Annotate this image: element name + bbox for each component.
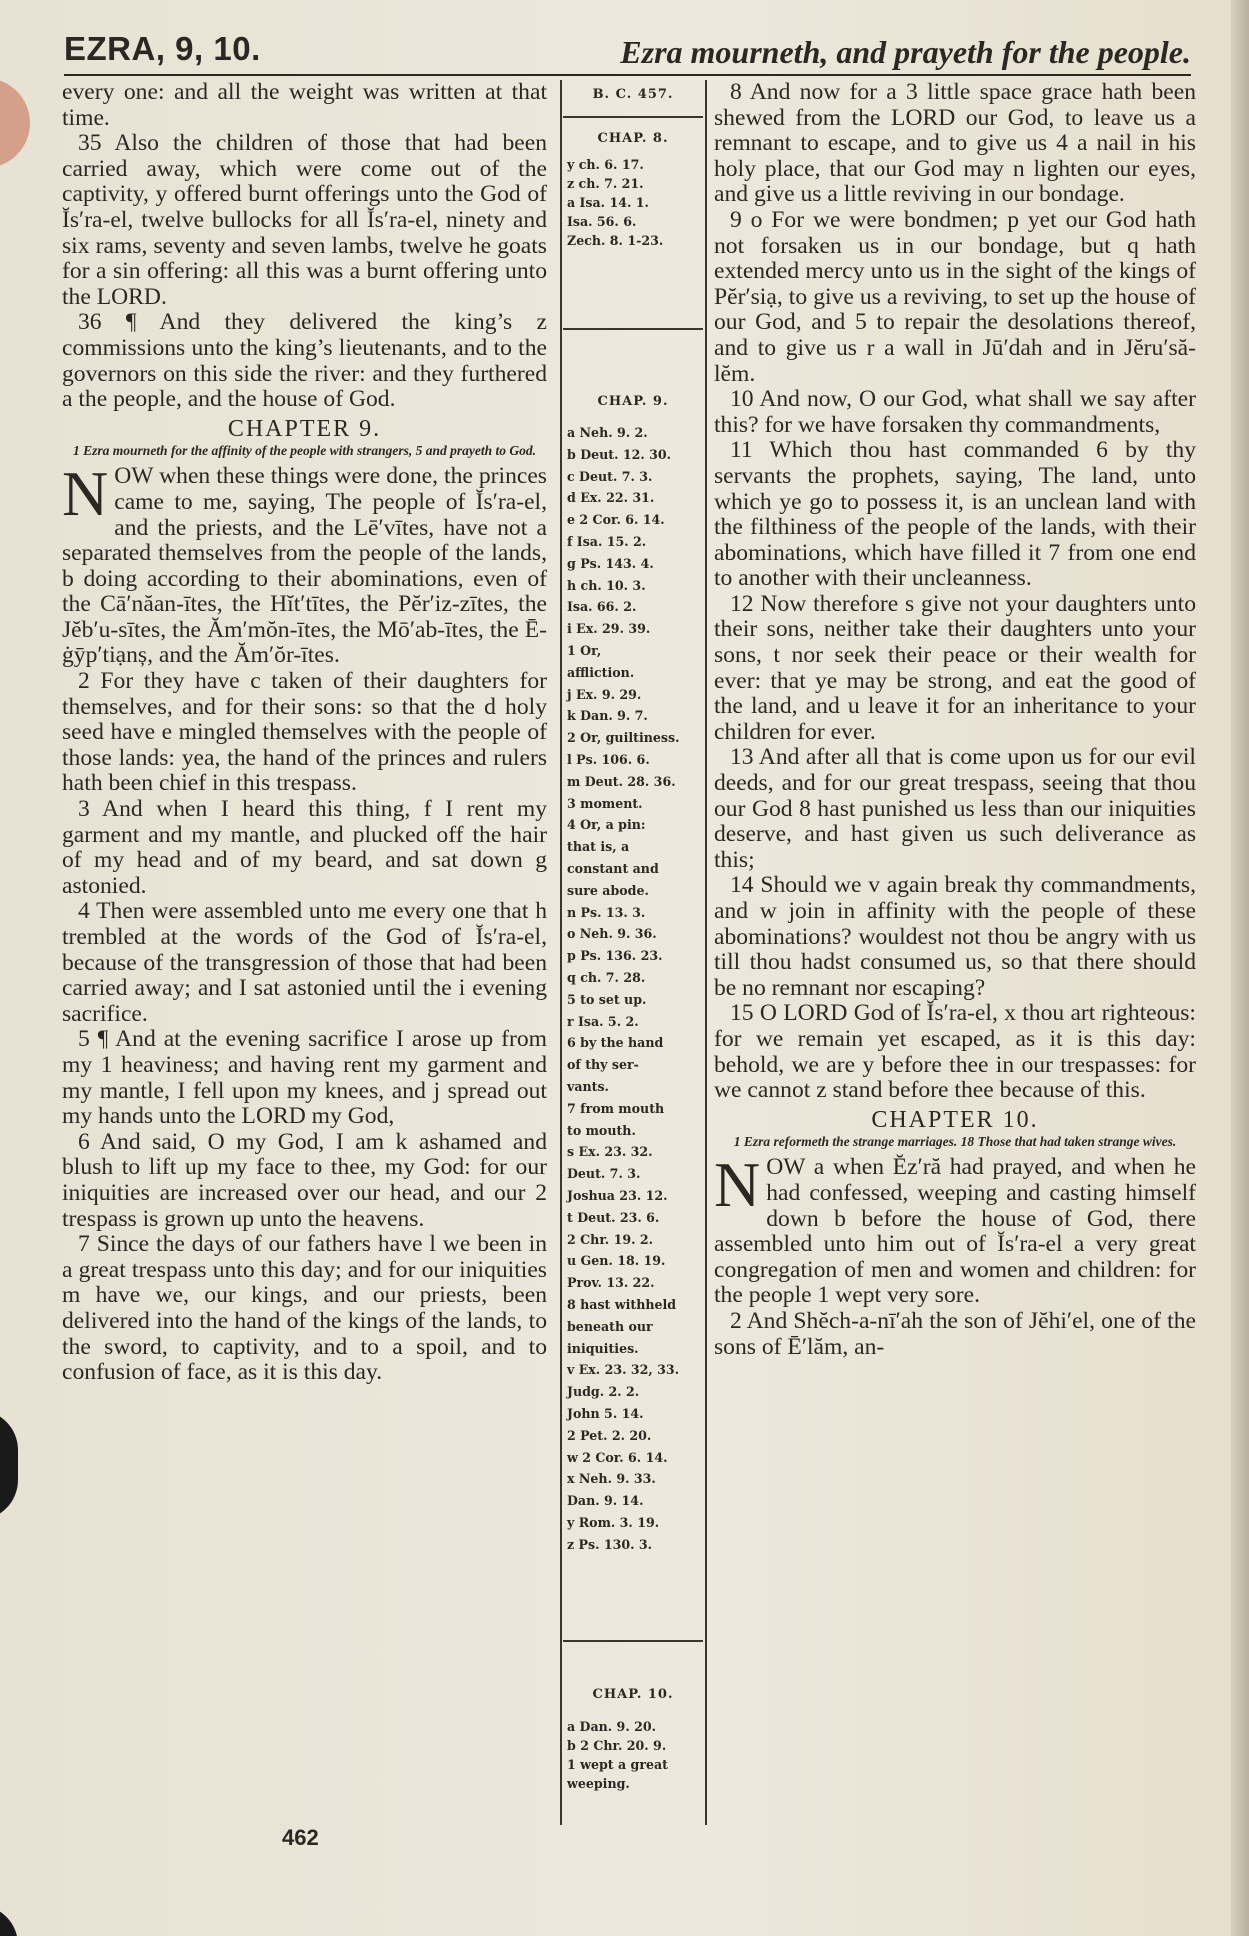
cross-reference: e 2 Cor. 6. 14. [567, 512, 665, 528]
cross-reference: v Ex. 23. 32, 33. [567, 1362, 680, 1378]
cross-reference: 3 moment. [567, 795, 643, 811]
cross-reference: 5 to set up. [567, 991, 647, 1007]
header-reference: EZRA, 9, 10. [64, 30, 261, 67]
cross-reference: a Isa. 14. 1. [567, 195, 649, 210]
cross-reference: Isa. 66. 2. [567, 599, 637, 615]
drop-cap: N [714, 1149, 761, 1221]
margin-chapter-heading: CHAP. 10. [592, 1687, 674, 1702]
verse: 2 For they have c taken of their daughters for themselves, and for their sons: so that the d holy seed have e mingled themselves with the people of those lands: yea, the hand of the princes and rulers hath been chief in this trespass. [62, 668, 547, 797]
cross-reference: r Isa. 5. 2. [567, 1013, 639, 1029]
verse: 7 Since the days of our fathers have l we been in a great trespass unto this day; and for our iniquities m have we, our kings, and our priests, been delivered into the hand of the kings of the lands, to the sword, to captivity, and to a spoil, and to confusion of face, as it is this day. [62, 1231, 547, 1386]
verse-text: OW when these things were done, the princes came to me, saying, The people of Ĭs′ra-el, and the priests, and the Lē′vītes, have not a separated themselves from the people of the lands, b doing according to their abominations, even of the Cā′năan-ītes, the Hĭt′tītes, the Pĕr′iz-zītes, the Jĕb′u-sītes, the Ăm′mŏn-ītes, the Mō′ab-ītes, the Ē-ġȳp′tiạnș, and the Ăm′ŏr-ītes. [62, 463, 547, 669]
cross-reference: x Neh. 9. 33. [567, 1471, 656, 1487]
cross-reference: that is, a [567, 839, 630, 855]
cross-reference: 1 wept a great [567, 1757, 668, 1772]
margin-rule [563, 1640, 703, 1642]
verse: 12 Now therefore s give not your daughters unto their sons, neither take their daughters unto your sons, t nor seek their peace or their wealth for ever: that ye may be strong, and eat the good of the land, and u leave it for an inheritance to your children for ever. [714, 590, 1196, 745]
cross-reference: Dan. 9. 14. [567, 1493, 644, 1509]
cross-reference: John 5. 14. [567, 1406, 644, 1421]
cross-reference: affliction. [567, 664, 635, 680]
date-note: B. C. 457. [592, 87, 674, 102]
margin-rule [563, 116, 703, 118]
verse: 8 And now for a 3 little space grace hath been shewed from the LORD our God, to leave us a remnant to escape, and to give us 4 a nail in his holy place, that our God may n lighten our eyes, and give us a little reviving in our bondage. [714, 79, 1196, 208]
cross-reference: j Ex. 9. 29. [567, 686, 642, 702]
thumb-shadow [0, 1905, 18, 1936]
cross-reference: 4 Or, a pin: [567, 817, 646, 833]
page-edge [1231, 0, 1249, 1936]
cross-reference: y ch. 6. 17. [567, 157, 644, 172]
cross-reference: d Ex. 22. 31. [567, 490, 655, 506]
cross-reference: sure abode. [567, 882, 649, 898]
cross-reference: 1 Or, [567, 643, 602, 658]
verse: 35 Also the children of those that had been carried away, which were come out of the captivity, y offered burnt offerings unto the God of Ĭs′ra-el, twelve bullocks for all Ĭs′ra-el, ninety and six rams, seventy and seven lambs, twelve he goats for a sin offering: all this was a burnt offering unto the LORD. [62, 130, 547, 310]
chapter-summary: 1 Ezra reformeth the strange marriages. 18 Those that had taken strange wives. [733, 1134, 1177, 1150]
cross-reference: 7 from mouth [567, 1100, 665, 1116]
chapter-heading: CHAPTER 9. [227, 415, 382, 442]
right-text-column [714, 80, 1196, 1360]
cross-reference: f Isa. 15. 2. [567, 534, 647, 549]
cross-reference: of thy ser- [567, 1057, 639, 1073]
cross-reference: u Gen. 18. 19. [567, 1253, 666, 1269]
verse: 5 ¶ And at the evening sacrifice I arose up from my 1 heaviness; and having rent my garment and my mantle, I fell upon my knees, and j spread out my hands unto the LORD my God, [62, 1026, 547, 1130]
cross-reference: h ch. 10. 3. [567, 577, 646, 593]
cross-reference: 2 Chr. 19. 2. [567, 1231, 654, 1247]
cross-reference: b 2 Chr. 20. 9. [567, 1738, 667, 1753]
verse: 15 O LORD God of Ĭs′ra-el, x thou art righteous: for we remain yet escaped, as it is this day: behold, we are y before thee in our trespasses: for we cannot z stand before thee because of this. [714, 1000, 1196, 1104]
cross-reference: to mouth. [567, 1122, 636, 1138]
cross-reference: Judg. 2. 2. [567, 1384, 640, 1400]
cross-reference: Prov. 13. 22. [567, 1275, 655, 1291]
cross-reference: k Dan. 9. 7. [567, 708, 648, 724]
cross-reference: z Ps. 130. 3. [567, 1536, 653, 1552]
cross-reference: p Ps. 136. 23. [567, 948, 663, 964]
cross-reference: Joshua 23. 12. [567, 1188, 668, 1203]
cross-reference: b Deut. 12. 30. [567, 446, 672, 462]
verse: 4 Then were assembled unto me every one that h trembled at the words of the God of Ĭs′ra-el, because of the transgression of those that had been carried away; and I sat astonied until the i evening sacrifice. [62, 898, 547, 1027]
thumb-shadow [0, 78, 30, 168]
column-rule [705, 80, 707, 1825]
thumb-shadow [0, 1410, 18, 1520]
verse [714, 1149, 1196, 1309]
verse: 36 ¶ And they delivered the king’s z commissions unto the king’s lieutenants, and to the governors on this side the river: and they furthered a the people, and the house of God. [62, 309, 547, 413]
cross-reference: vants. [567, 1079, 609, 1094]
cross-reference: i Ex. 29. 39. [567, 621, 651, 637]
cross-reference: 6 by the hand [567, 1035, 664, 1051]
verse: every one: and all the weight was written at that time. [62, 79, 547, 131]
cross-reference: 2 Pet. 2. 20. [567, 1427, 652, 1443]
verse: 9 o For we were bondmen; p yet our God hath not forsaken us in our bondage, but q hath extended mercy unto us in the sight of the kings of Pĕr′siạ, to give us a reviving, to set up the house of our God, and 5 to repair the desolations thereof, and to give us r a wall in Jū′dah and in Jĕru′să-lĕm. [714, 206, 1196, 387]
chapter-heading: CHAPTER 10. [871, 1106, 1039, 1133]
verse: 6 And said, O my God, I am k ashamed and blush to lift up my face to thee, my God: for our iniquities are increased over our head, and our 2 trespass is grown up unto the heavens. [62, 1128, 547, 1232]
verse: 10 And now, O our God, what shall we say after this? for we have forsaken thy commandments, [714, 386, 1196, 438]
cross-reference: c Deut. 7. 3. [567, 468, 653, 484]
cross-reference: z ch. 7. 21. [567, 176, 644, 191]
cross-reference: weeping. [567, 1776, 630, 1791]
cross-reference: l Ps. 106. 6. [567, 752, 650, 767]
left-text-column [62, 80, 547, 1386]
chapter-summary: 1 Ezra mourneth for the affinity of the people with strangers, 5 and prayeth to God. [73, 443, 536, 459]
cross-reference: a Neh. 9. 2. [567, 425, 648, 440]
cross-reference: Zech. 8. 1-23. [567, 233, 664, 248]
cross-reference: 2 Or, guiltiness. [567, 730, 680, 746]
cross-reference: Deut. 7. 3. [567, 1166, 641, 1182]
margin-rule [563, 328, 703, 330]
verse: 14 Should we v again break thy commandments, and w join in affinity with the people of these abominations? wouldest not thou be angry with us till thou hadst consumed us, so that there should be no remnant nor escaping? [714, 872, 1196, 1001]
verse-text: OW a when Ĕz′ră had prayed, and when he had confessed, weeping and casting himself down b before the house of God, there assembled unto him out of Ĭs′ra-el a very great congregation of men and women and children: for the people 1 wept very sore. [714, 1154, 1196, 1309]
verse: 13 And after all that is come upon us for our evil deeds, and for our great trespass, seeing that thou our God 8 hast punished us less than our iniquities deserve, and hast given us such deliverance as this; [714, 744, 1196, 873]
running-header [64, 30, 1191, 76]
margin-chapter-heading: CHAP. 8. [597, 131, 669, 146]
margin-chapter-heading: CHAP. 9. [597, 394, 669, 409]
drop-cap: N [62, 458, 109, 530]
verse: 3 And when I heard this thing, f I rent my garment and my mantle, and plucked off the hair of my head and of my beard, and sat down g astonied. [62, 796, 547, 899]
header-title: Ezra mourneth, and prayeth for the people. [620, 34, 1191, 70]
cross-reference: s Ex. 23. 32. [567, 1144, 653, 1160]
cross-reference: q ch. 7. 28. [567, 970, 646, 985]
cross-reference: 8 hast withheld [567, 1297, 677, 1312]
cross-reference: a Dan. 9. 20. [567, 1719, 656, 1734]
cross-reference: Isa. 56. 6. [567, 214, 637, 229]
verse [62, 458, 547, 669]
cross-reference: w 2 Cor. 6. 14. [567, 1449, 668, 1465]
cross-reference: g Ps. 143. 4. [567, 555, 654, 571]
cross-reference: n Ps. 13. 3. [567, 904, 646, 920]
cross-reference: o Neh. 9. 36. [567, 926, 657, 942]
cross-reference: y Rom. 3. 19. [567, 1515, 660, 1530]
cross-reference: m Deut. 28. 36. [567, 773, 676, 789]
cross-reference: constant and [567, 861, 659, 876]
cross-reference: beneath our [567, 1318, 653, 1334]
cross-reference: t Deut. 23. 6. [567, 1209, 660, 1225]
verse: 11 Which thou hast commanded 6 by thy servants the prophets, saying, The land, unto which ye go to possess it, is an unclean land with the filthiness of the people of the lands, with their abominations, which have filled it 7 from one end to another with their uncleanness. [714, 437, 1196, 592]
column-rule [560, 80, 562, 1825]
page-number: 462 [282, 1825, 319, 1850]
cross-reference: iniquities. [567, 1340, 639, 1356]
verse: 2 And Shĕch-a-nī′ah the son of Jĕhi′el, one of the sons of Ē′lăm, an- [714, 1307, 1196, 1360]
